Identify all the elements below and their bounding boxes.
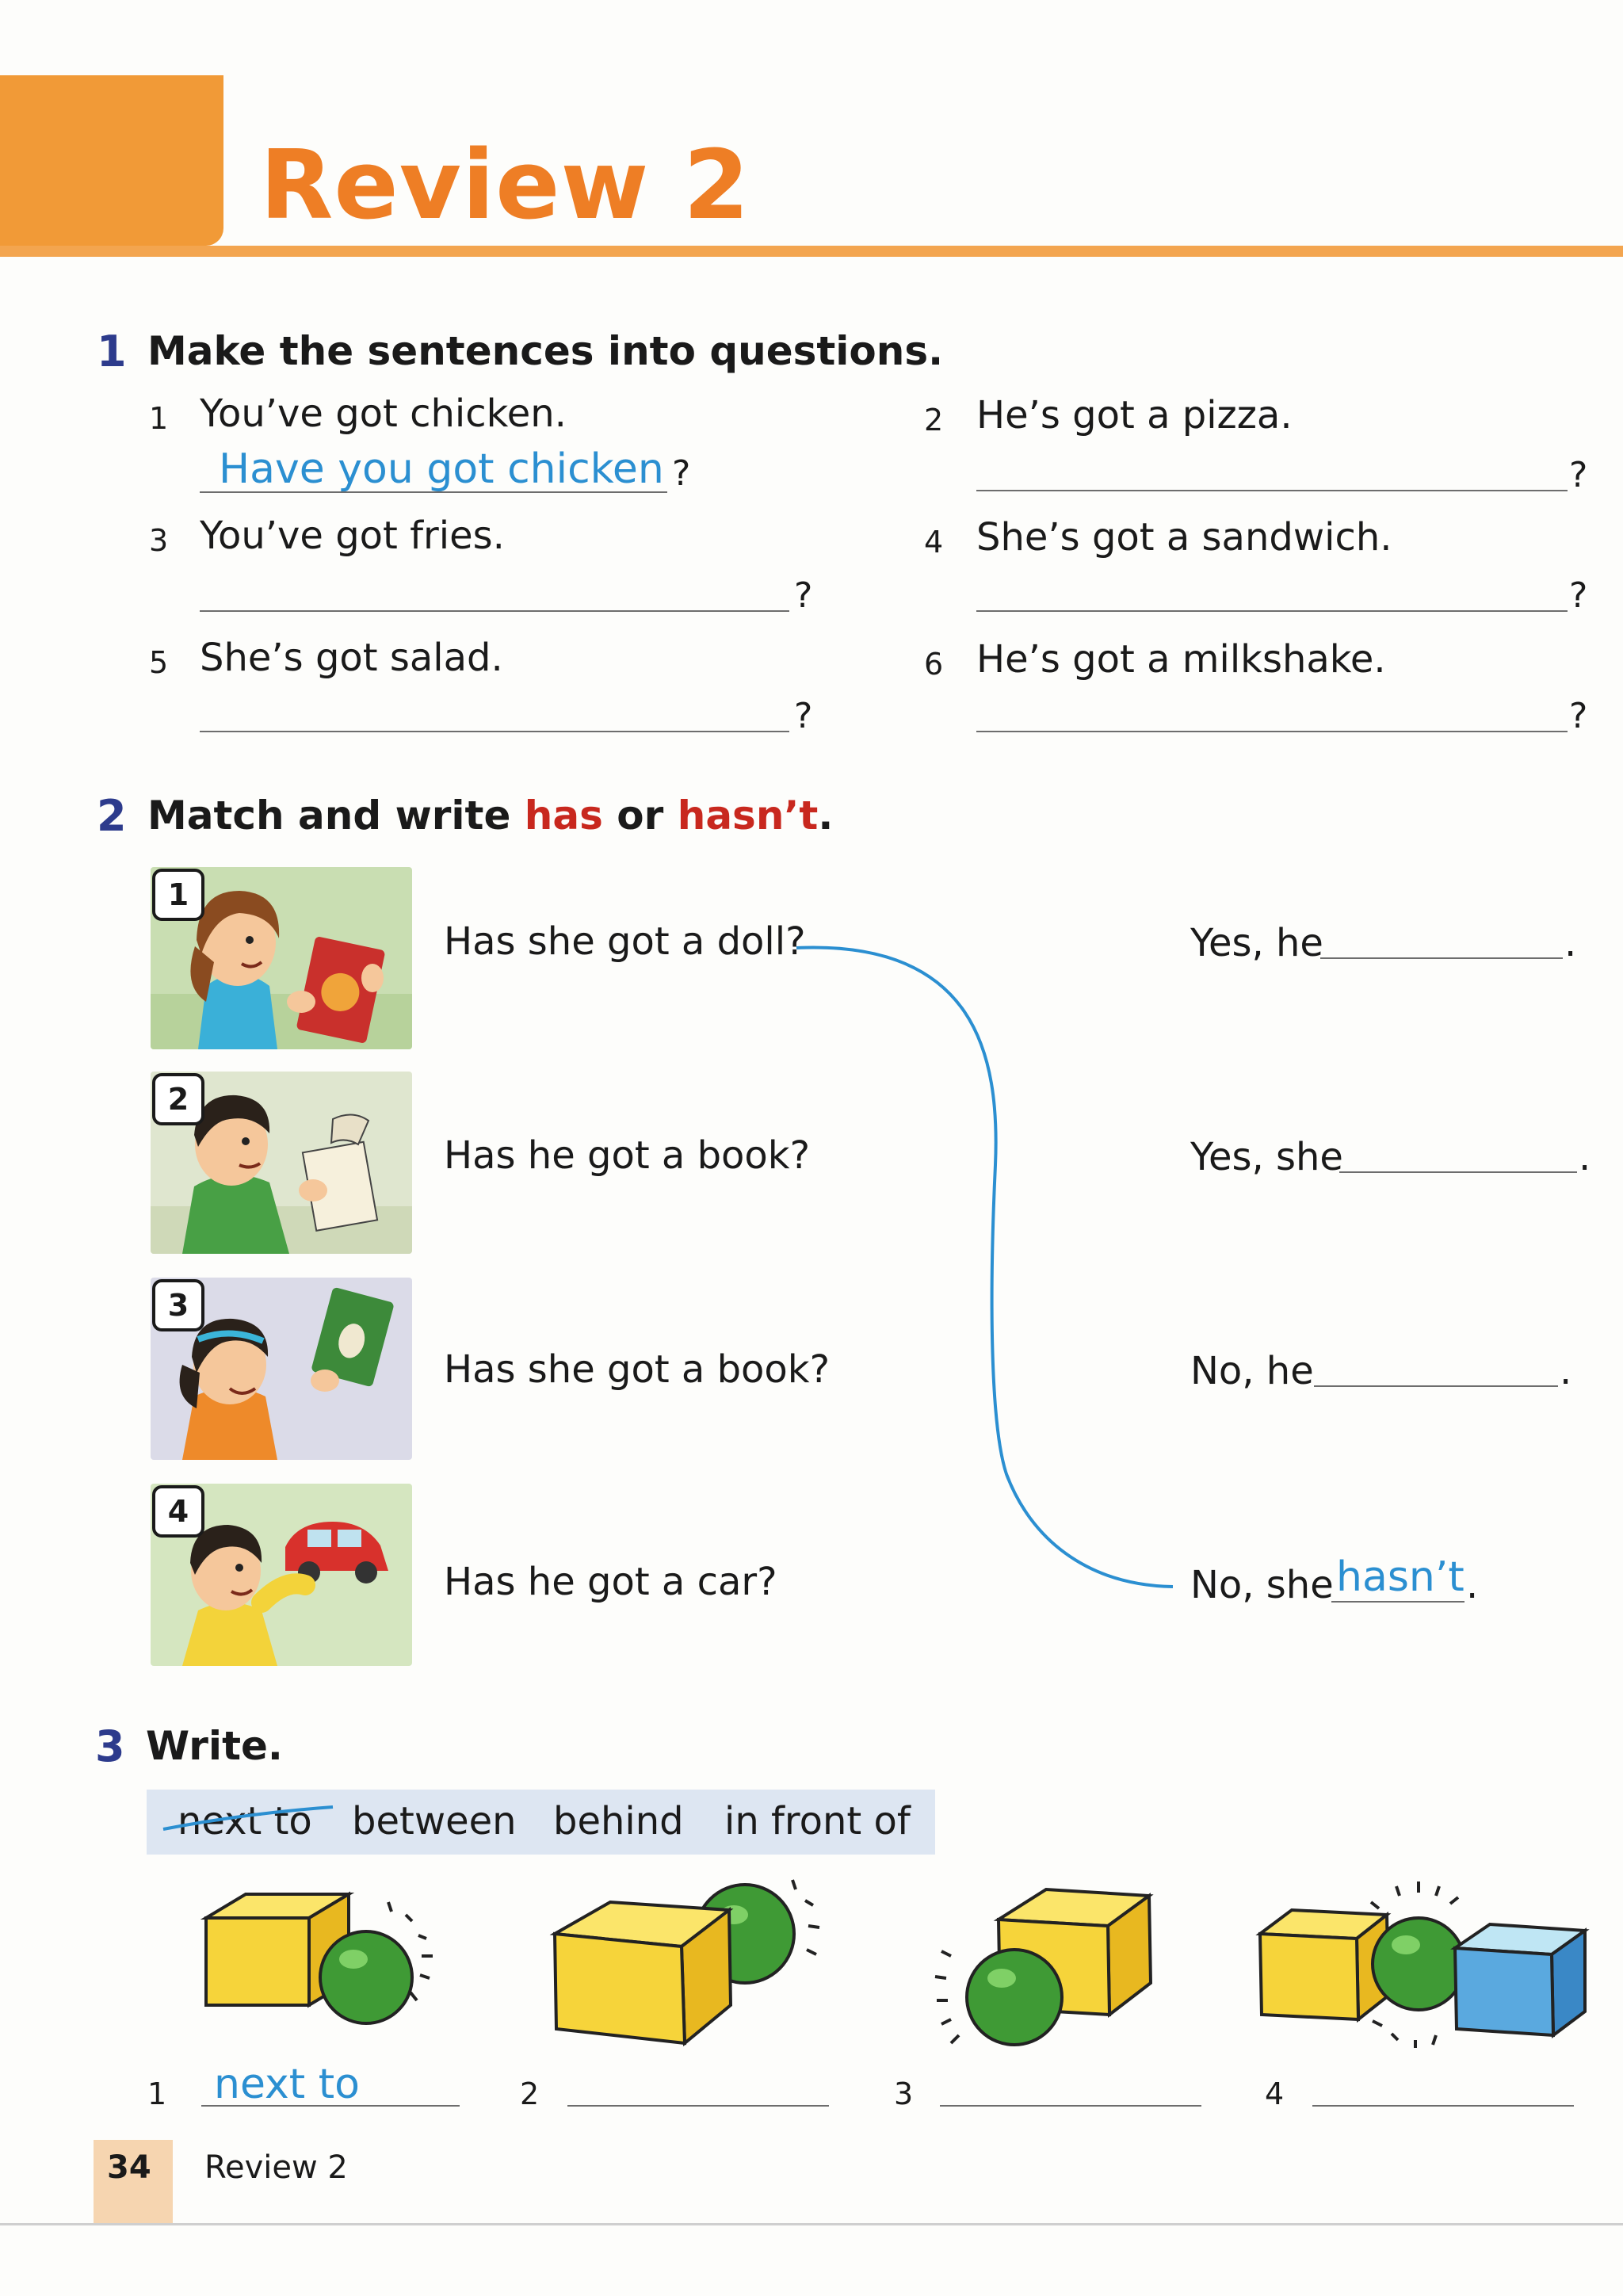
- s1-item-6-qmark: ?: [1569, 696, 1588, 736]
- strikethrough-mark: [158, 1799, 341, 1839]
- s2-answer-1-line[interactable]: [1320, 957, 1563, 959]
- s3-picture-3-box-ball: [927, 1880, 1165, 2054]
- word-bank-behind: behind: [553, 1799, 684, 1843]
- s3-item-1-number: 1: [147, 2076, 167, 2111]
- s2-title-or: or: [602, 793, 678, 839]
- footer-label: Review 2: [204, 2149, 348, 2186]
- section-3-number: 3: [95, 1721, 125, 1771]
- s3-item-4-answer-line[interactable]: [1312, 2105, 1574, 2107]
- s1-item-1-answer: Have you got chicken: [219, 445, 664, 493]
- s2-title-has: has: [524, 793, 603, 839]
- s1-item-5-qmark: ?: [794, 696, 813, 736]
- s2-question-2: Has he got a book?: [444, 1133, 811, 1178]
- s1-item-2-number: 2: [924, 403, 944, 437]
- s3-item-2-answer-line[interactable]: [567, 2105, 829, 2107]
- s1-item-2-qmark: ?: [1569, 455, 1588, 495]
- s2-answer-3-line[interactable]: [1314, 1385, 1558, 1387]
- s2-answer-4-text: No, she: [1190, 1563, 1334, 1607]
- s1-item-3-text: You’ve got fries.: [200, 514, 505, 558]
- s2-answer-2-period: .: [1579, 1135, 1591, 1179]
- s2-answer-2-text: Yes, she: [1190, 1135, 1343, 1179]
- s1-item-1-number: 1: [149, 401, 169, 436]
- word-bank-next-to: next to: [178, 1799, 312, 1843]
- s2-title-prefix: Match and write: [147, 793, 525, 839]
- s1-item-2-text: He’s got a pizza.: [976, 393, 1293, 437]
- s1-item-1-text: You’ve got chicken.: [200, 392, 567, 436]
- s2-picture-4-number: 4: [152, 1485, 204, 1538]
- section-3-title: Write.: [146, 1723, 283, 1769]
- s3-item-2-number: 2: [520, 2076, 540, 2111]
- s2-picture-3-number: 3: [152, 1279, 204, 1331]
- s2-answer-4-line[interactable]: [1331, 1601, 1465, 1603]
- s2-answer-3-period: .: [1560, 1349, 1572, 1393]
- page-number: 34: [107, 2149, 151, 2186]
- s1-item-4-qmark: ?: [1569, 575, 1588, 616]
- section-2-number: 2: [97, 791, 127, 841]
- s2-question-3: Has she got a book?: [444, 1347, 831, 1392]
- s2-picture-1-number: 1: [152, 869, 204, 921]
- s3-picture-1-box-ball: [198, 1886, 452, 2045]
- s2-answer-1-text: Yes, he: [1190, 921, 1323, 965]
- s2-question-4: Has he got a car?: [444, 1560, 777, 1604]
- s2-answer-1-period: .: [1564, 921, 1577, 965]
- s2-title-period: .: [818, 793, 834, 839]
- s3-item-3-answer-line[interactable]: [940, 2105, 1201, 2107]
- s1-item-4-number: 4: [924, 525, 944, 560]
- page-title: Review 2: [260, 131, 750, 241]
- s3-item-4-number: 4: [1265, 2076, 1285, 2111]
- s1-item-5-text: She’s got salad.: [200, 636, 503, 680]
- s2-question-1: Has she got a doll?: [444, 919, 806, 964]
- s1-item-6-text: He’s got a milkshake.: [976, 637, 1386, 682]
- s2-answer-4-fill: hasn’t: [1336, 1553, 1465, 1601]
- section-1-number: 1: [97, 327, 127, 376]
- s2-answer-4-period: .: [1466, 1563, 1479, 1607]
- s3-item-1-answer: next to: [214, 2061, 360, 2108]
- s1-item-5-number: 5: [149, 645, 169, 680]
- section-1-title: Make the sentences into questions.: [147, 328, 944, 374]
- s2-answer-3-text: No, he: [1190, 1349, 1314, 1393]
- s1-item-4-text: She’s got a sandwich.: [976, 515, 1392, 560]
- s1-item-1-qmark: ?: [672, 453, 691, 494]
- s3-picture-2-box-ball: [547, 1870, 832, 2053]
- s1-item-3-qmark: ?: [794, 575, 813, 616]
- s2-answer-2-line[interactable]: [1339, 1171, 1577, 1173]
- s1-item-3-number: 3: [149, 523, 169, 558]
- s3-item-3-number: 3: [894, 2076, 914, 2111]
- word-bank-in-front-of: in front of: [724, 1799, 911, 1843]
- bottom-rule: [0, 2223, 1623, 2225]
- s1-item-6-number: 6: [924, 647, 944, 682]
- s3-picture-4-boxes-ball: [1252, 1878, 1593, 2053]
- s2-picture-2-number: 2: [152, 1073, 204, 1125]
- s2-title-hasnt: hasn’t: [677, 793, 819, 839]
- word-bank-between: between: [352, 1799, 517, 1843]
